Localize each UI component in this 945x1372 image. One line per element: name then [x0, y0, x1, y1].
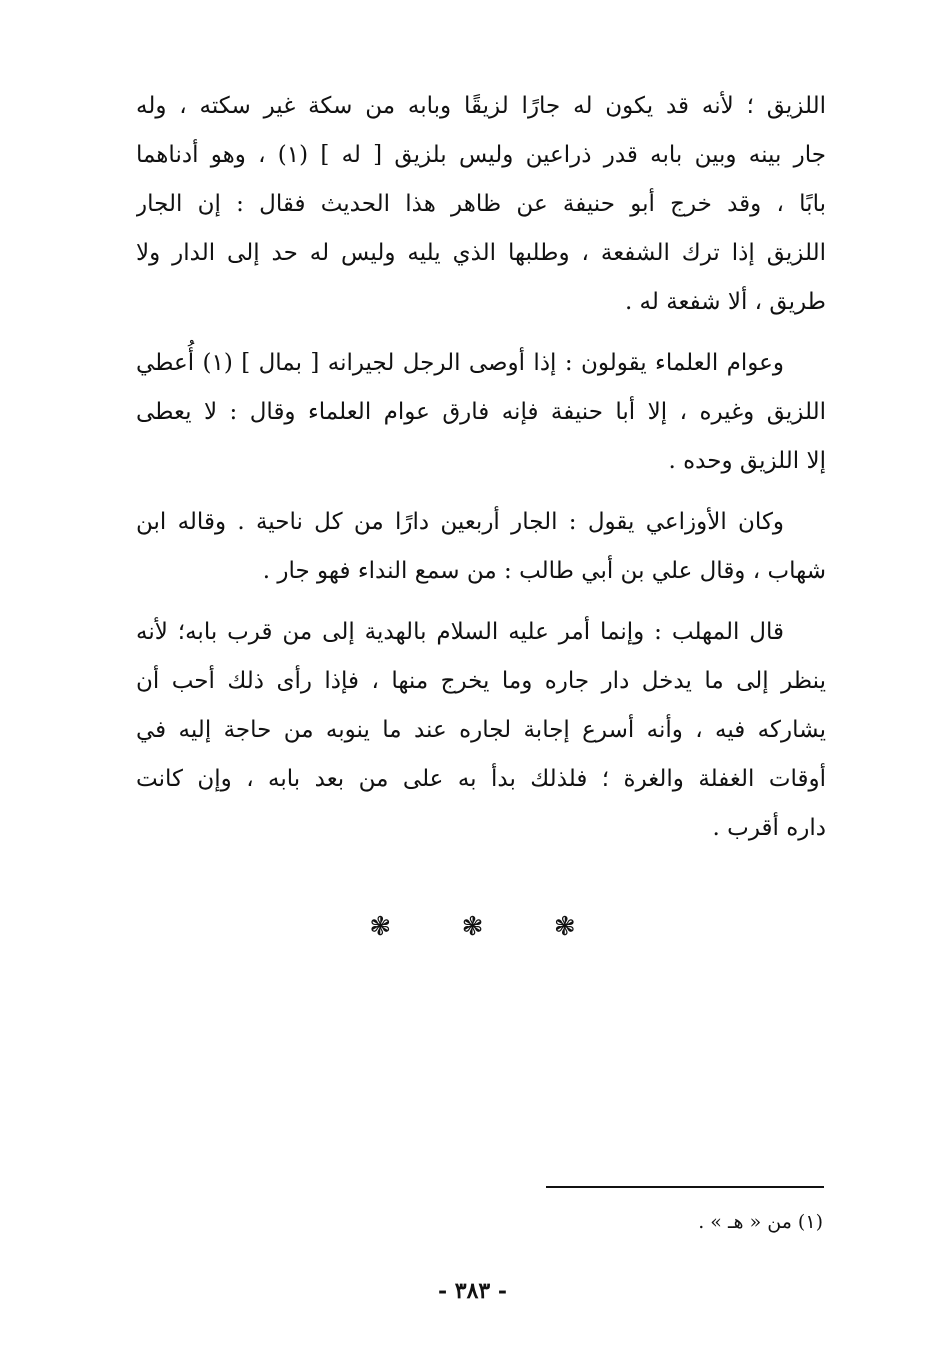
- paragraph-4: [136, 608, 826, 853]
- text-line: اللزيق وغيره ، إلا أبا حنيفة فإنه فارق عوام العلماء وقال : لا يعطى: [136, 399, 826, 425]
- text-line: داره أقرب .: [712, 815, 826, 841]
- text-line: وكان الأوزاعي يقول : الجار أربعين دارًا من كل ناحية . وقاله ابن: [136, 509, 784, 535]
- text-line: طريق ، ألا شفعة له .: [624, 289, 826, 315]
- text-line: ينظر إلى ما يدخل دار جاره وما يخرج منها ، فإذا رأى ذلك أحب أن: [136, 668, 826, 694]
- asterism-icon: ❃: [461, 912, 484, 942]
- asterism-icon: ❃: [553, 912, 576, 942]
- text-line: اللزيق ؛ لأنه قد يكون له جارًا لزيقًا وبابه من سكة غير سكته ، وله: [136, 93, 826, 119]
- text-line: اللزيق إذا ترك الشفعة ، وطلبها الذي يليه وليس له حد إلى الدار ولا: [136, 240, 826, 266]
- paragraph-3: [136, 498, 826, 596]
- page-number: - ٣٨٣ -: [437, 1278, 508, 1304]
- paragraph-2: [136, 339, 826, 486]
- footnote: (١) من « هـ » .: [698, 1211, 823, 1233]
- text-line: بابًا ، وقد خرج أبو حنيفة عن ظاهر هذا الحديث فقال : إن الجار: [136, 191, 826, 217]
- main-text: [136, 82, 826, 865]
- footnote-divider: [546, 1186, 824, 1188]
- text-line: أوقات الغفلة والغرة ؛ فلذلك بدأ به على من بعد بابه ، وإن كانت: [136, 766, 826, 792]
- asterism-icon: ❃: [369, 912, 392, 942]
- text-line: جار بينه وبين بابه قدر ذراعين وليس بلزيق [ له ] (١) ، وهو أدناهما: [136, 142, 826, 168]
- text-line: إلا اللزيق وحده .: [668, 448, 826, 474]
- text-line: شهاب ، وقال علي بن أبي طالب : من سمع النداء فهو جار .: [262, 558, 826, 584]
- paragraph-1: [136, 82, 826, 327]
- text-line: وعوام العلماء يقولون : إذا أوصى الرجل لجيرانه [ بمال ] (١) أُعطي: [136, 350, 785, 376]
- text-line: قال المهلب : وإنما أمر عليه السلام بالهدية إلى من قرب بابه؛ لأنه: [136, 619, 784, 645]
- text-line: يشاركه فيه ، وأنه أسرع إجابة لجاره عند ما ينوبه من حاجة إليه في: [136, 717, 826, 743]
- section-separator: [0, 912, 945, 942]
